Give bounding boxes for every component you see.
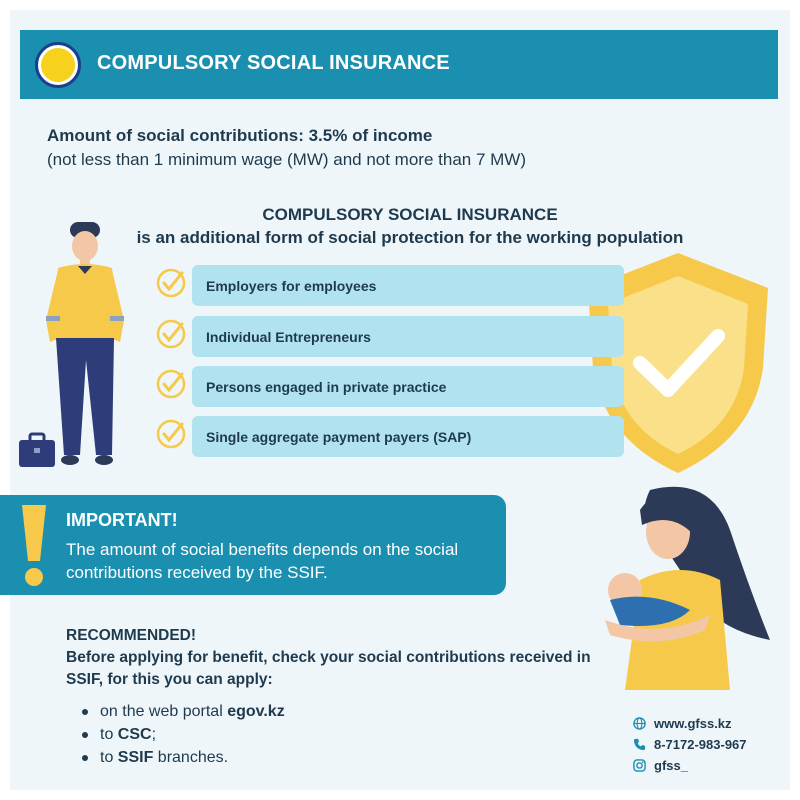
csi-heading-line1: COMPULSORY SOCIAL INSURANCE xyxy=(262,205,558,224)
apply-options-list xyxy=(82,700,285,769)
egov-link: egov.kz xyxy=(227,703,285,720)
recommended-title: RECOMMENDED! xyxy=(66,627,197,644)
check-icon xyxy=(156,419,186,449)
check-icon xyxy=(156,268,186,298)
important-text: The amount of social benefits depends on the social contributions received by the SSIF. xyxy=(66,540,459,582)
phone-row xyxy=(633,734,747,755)
exclamation-icon xyxy=(20,503,48,589)
instagram-handle: gfss_ xyxy=(654,758,688,773)
csi-heading-line2: is an additional form of social protection for the working population xyxy=(136,228,684,247)
payer-item: Single aggregate payment payers (SAP) xyxy=(192,416,624,457)
mother-with-baby-illustration xyxy=(580,480,780,690)
payer-item: Employers for employees xyxy=(192,265,624,306)
contacts-block xyxy=(633,713,747,776)
list-item: to CSC; xyxy=(82,723,285,746)
contribution-amount: Amount of social contributions: 3.5% of income xyxy=(47,126,433,145)
phone-icon xyxy=(633,738,646,751)
csi-heading xyxy=(130,203,690,249)
website-link: www.gfss.kz xyxy=(654,716,732,731)
instagram-row xyxy=(633,755,747,776)
check-icon xyxy=(156,369,186,399)
fund-logo-icon xyxy=(35,42,81,88)
instagram-icon xyxy=(633,759,646,772)
list-item: to SSIF branches. xyxy=(82,746,285,769)
recommended-text: Before applying for benefit, check your social contributions received in SSIF, for this you can apply: xyxy=(66,649,591,688)
contribution-limits: (not less than 1 minimum wage (MW) and not more than 7 MW) xyxy=(47,150,526,169)
list-item: on the web portal egov.kz xyxy=(82,700,285,723)
recommended-section xyxy=(66,625,606,691)
payer-item: Individual Entrepreneurs xyxy=(192,316,624,357)
payer-item: Persons engaged in private practice xyxy=(192,366,624,407)
globe-icon xyxy=(633,717,646,730)
page-title: COMPULSORY SOCIAL INSURANCE xyxy=(97,52,450,74)
important-title: IMPORTANT! xyxy=(66,510,178,530)
phone-number: 8-7172-983-967 xyxy=(654,737,747,752)
check-icon xyxy=(156,319,186,349)
website-row xyxy=(633,713,747,734)
briefcase-icon xyxy=(18,432,56,468)
